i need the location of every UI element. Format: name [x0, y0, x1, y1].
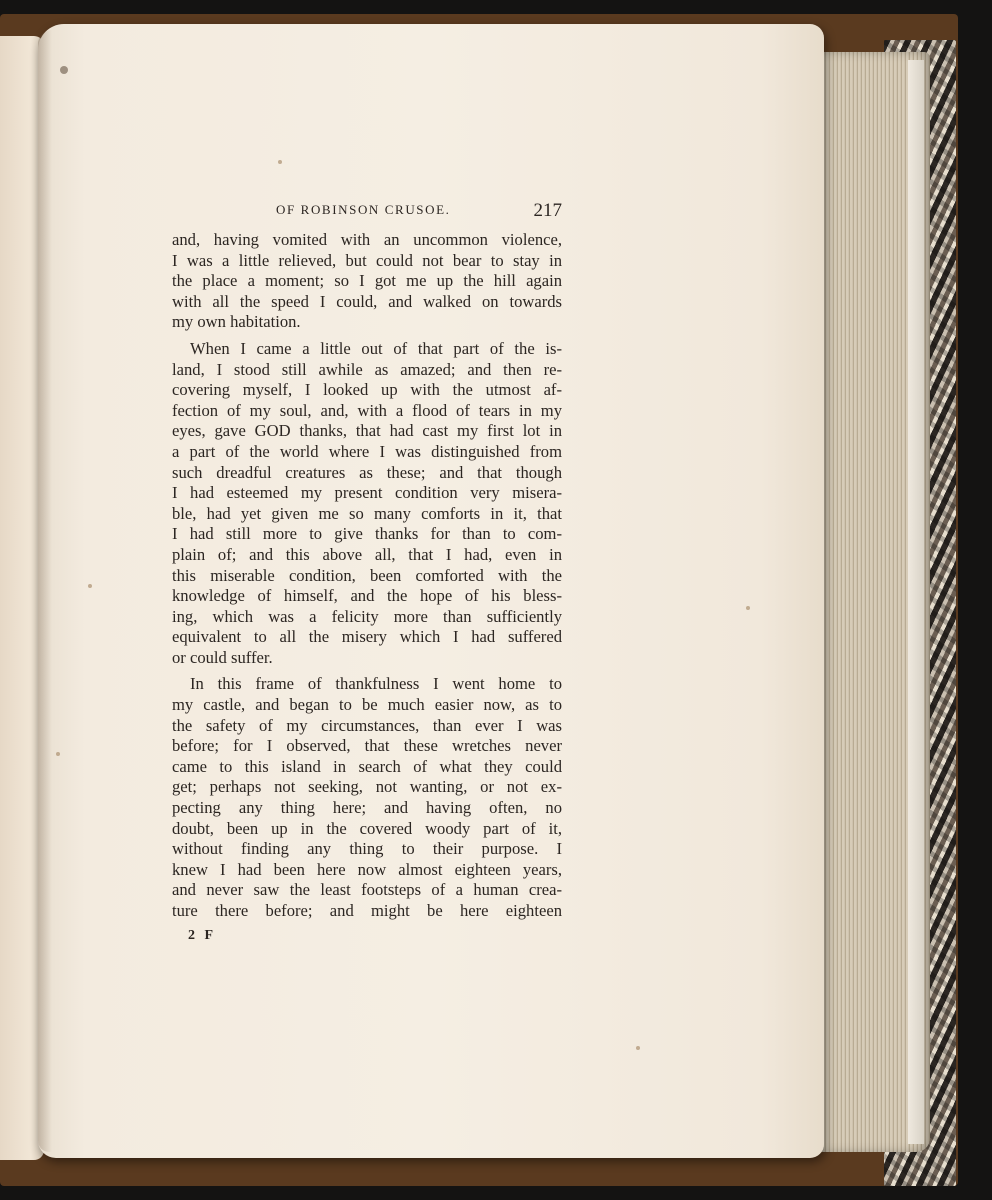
text-line: the safety of my circumstances, than ever I was	[172, 715, 562, 735]
page-edges	[812, 52, 930, 1152]
text-line: doubt, been up in the covered woody part of it,	[172, 818, 562, 838]
signature-mark: 2 F	[188, 928, 217, 943]
text-line: ing, which was a felicity more than sufficiently	[172, 606, 562, 626]
text-line: I had esteemed my present condition very misera-	[172, 483, 562, 503]
text-line: before; for I observed, that these wretches never	[172, 736, 562, 756]
text-line: with all the speed I could, and walked on towards	[172, 291, 562, 311]
paragraph-1	[172, 230, 562, 333]
text-line: my own habitation.	[172, 312, 301, 332]
text-line: equivalent to all the misery which I had suffered	[172, 627, 562, 647]
text-line: this miserable condition, been comforted with the	[172, 565, 562, 585]
text-line: ture there before; and might be here eighteen	[172, 901, 562, 920]
paragraph-3	[172, 674, 562, 921]
text-line: In this frame of thankfulness I went home to	[190, 674, 562, 694]
text-line: a part of the world where I was distinguished from	[172, 441, 562, 461]
text-line: fection of my soul, and, with a flood of tears in my	[172, 400, 562, 420]
text-line: land, I stood still awhile as amazed; and then re-	[172, 359, 562, 379]
text-line: When I came a little out of that part of the is-	[190, 338, 562, 358]
text-line: or could suffer.	[172, 647, 273, 667]
text-line: the place a moment; so I got me up the hill again	[172, 271, 562, 291]
running-head	[172, 196, 562, 230]
text-line: came to this island in search of what they could	[172, 756, 562, 776]
text-block	[172, 196, 562, 922]
text-line: plain of; and this above all, that I had, even in	[172, 544, 562, 564]
text-line: pecting any thing here; and having often, no	[172, 798, 562, 818]
paragraph-2	[172, 339, 562, 669]
text-line: knowledge of himself, and the hope of his bless-	[172, 586, 562, 606]
page-number: 217	[533, 200, 562, 221]
text-line: without finding any thing to their purpose. I	[172, 839, 562, 859]
text-line: ble, had yet given me so many comforts in it, that	[172, 503, 562, 523]
text-line: covering myself, I looked up with the utmost af-	[172, 380, 562, 400]
text-line: eyes, gave GOD thanks, that had cast my first lot in	[172, 421, 562, 441]
text-line: I had still more to give thanks for than to com-	[172, 524, 562, 544]
running-title: OF ROBINSON CRUSOE.	[276, 202, 451, 217]
text-line: and, having vomited with an uncommon violence,	[172, 230, 562, 249]
page-gutter-shadow	[38, 30, 52, 1152]
text-line: and never saw the least footsteps of a human crea-	[172, 880, 562, 900]
body-text	[172, 230, 562, 922]
text-line: get; perhaps not seeking, not wanting, or not ex-	[172, 777, 562, 797]
text-line: I was a little relieved, but could not bear to stay in	[172, 250, 562, 270]
text-line: such dreadful creatures as these; and that though	[172, 462, 562, 482]
text-line: knew I had been here now almost eighteen years,	[172, 859, 562, 879]
text-line: my castle, and began to be much easier now, as to	[172, 695, 562, 715]
